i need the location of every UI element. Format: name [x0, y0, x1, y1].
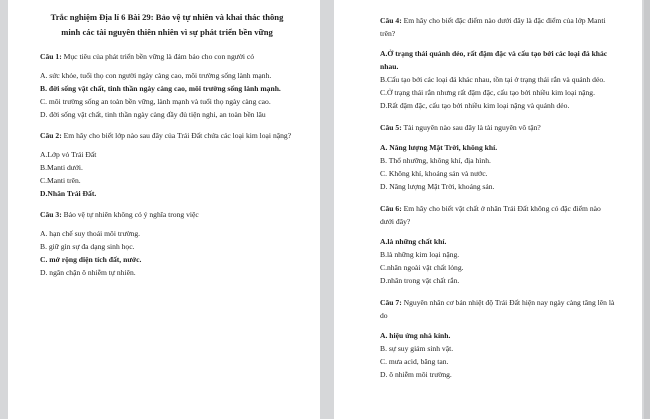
answer-option: B.Cấu tạo bởi các loại đá khác nhau, tồn tại ở trạng thái rắn và quánh dẻo.: [380, 75, 606, 84]
answer-option: D.Rất đậm đặc, cấu tạo bởi nhiều kim loại nặng và quánh dẻo.: [380, 101, 570, 110]
answer-option: C. Không khí, khoáng sản và nước.: [380, 169, 488, 178]
question-text: [380, 121, 616, 134]
question-text: [380, 202, 616, 228]
answer-option: B.là những kim loại nặng.: [380, 250, 460, 259]
vertical-scrollbar[interactable]: [644, 0, 650, 419]
question-block: [380, 296, 616, 381]
question-block: [380, 14, 616, 112]
answer-option: B. giữ gìn sự đa dạng sinh học.: [40, 242, 135, 251]
answer-option: D. ngăn chặn ô nhiễm tự nhiên.: [40, 268, 136, 277]
answer-option: C.Ở trạng thái rắn nhưng rất đậm đặc, cấu tạo bởi nhiều kim loại nặng.: [380, 88, 596, 97]
answer-option: C.Manti trên.: [40, 176, 81, 185]
answer-option-correct: B. đời sống vật chất, tinh thần ngày càng cao, môi trường sống lành mạnh.: [40, 84, 281, 93]
question-number: Câu 7:: [380, 298, 402, 307]
question-prompt: Em hãy cho biết lớp nào sau đây của Trái Đất chứa các loại kim loại nặng?: [61, 131, 292, 140]
answer-option: C.nhân ngoài vật chất lỏng.: [380, 263, 464, 272]
answer-option: A.Lớp vỏ Trái Đất: [40, 150, 97, 159]
question-number: Câu 3:: [40, 210, 62, 219]
question-number: Câu 2:: [40, 131, 62, 140]
document-page-right: [334, 0, 642, 419]
answer-option-correct: A. Năng lượng Mặt Trời, không khí.: [380, 143, 498, 152]
question-prompt: Em hãy cho biết vật chất ở nhân Trái Đất không có đặc điểm nào dưới đây?: [380, 204, 601, 226]
question-list: [380, 14, 616, 381]
answer-option-correct: D.Nhân Trái Đất.: [40, 189, 97, 198]
answer-option: C. mưa acid, băng tan.: [380, 357, 449, 366]
question-list: [40, 50, 294, 279]
answer-option: D. đời sống vật chất, tinh thần ngày càng đầy đủ tiện nghi, an toàn bền lâu: [40, 110, 266, 119]
question-text: [380, 14, 616, 40]
answer-option-correct: A. hiệu ứng nhà kính.: [380, 331, 451, 340]
answer-option: D. Năng lượng Mặt Trời, khoáng sản.: [380, 182, 495, 191]
question-text: [40, 208, 294, 221]
question-block: [40, 50, 294, 121]
question-block: [40, 208, 294, 279]
question-prompt: Tài nguyên nào sau đây là tài nguyên vô tận?: [401, 123, 541, 132]
question-number: Câu 1:: [40, 52, 62, 61]
question-block: [380, 202, 616, 287]
question-block: [380, 121, 616, 193]
answer-option: D. ô nhiễm môi trường.: [380, 370, 452, 379]
question-prompt: Bảo vệ tự nhiên không có ý nghĩa trong việc: [61, 210, 199, 219]
answer-option: D.nhân trong vật chất rắn.: [380, 276, 460, 285]
question-number: Câu 6:: [380, 204, 402, 213]
question-number: Câu 4:: [380, 16, 402, 25]
answer-option: A. hạn chế suy thoái môi trường.: [40, 229, 141, 238]
answer-option: B. sự suy giảm sinh vật.: [380, 344, 454, 353]
answer-option: B.Manti dưới.: [40, 163, 83, 172]
question-prompt: Mục tiêu của phát triển bền vững là đảm bảo cho con người có: [61, 52, 255, 61]
question-text: [40, 50, 294, 63]
question-block: [40, 129, 294, 200]
answer-option-correct: A.là những chất khí.: [380, 237, 447, 246]
answer-option-correct: C. mở rộng diện tích đất, nước.: [40, 255, 142, 264]
question-prompt: Nguyên nhân cơ bản nhiệt độ Trái Đất hiện nay ngày càng tăng lên là do: [380, 298, 615, 320]
document-page-left: [8, 0, 320, 419]
answer-option: A. sức khỏe, tuổi thọ con người ngày càng cao, môi trường sống lành mạnh.: [40, 71, 272, 80]
question-prompt: Em hãy cho biết đặc điểm nào dưới đây là đặc điểm của lớp Manti trên?: [380, 16, 606, 38]
question-number: Câu 5:: [380, 123, 402, 132]
question-text: [380, 296, 616, 322]
answer-option: C. môi trường sống an toàn bền vững, lành mạnh và tuổi thọ ngày càng cao.: [40, 97, 271, 106]
answer-option-correct: A.Ở trạng thái quánh dẻo, rất đậm đặc và cấu tạo bởi các loại đá khác nhau.: [380, 49, 608, 71]
document-title: Trắc nghiệm Địa lí 6 Bài 29: Bảo vệ tự nhiên và khai thác thông minh các tài nguyên thiên nhiên vì sự phát triển bền vững: [50, 12, 284, 37]
question-text: [40, 129, 294, 142]
answer-option: B. Thổ nhưỡng, không khí, địa hình.: [380, 156, 491, 165]
